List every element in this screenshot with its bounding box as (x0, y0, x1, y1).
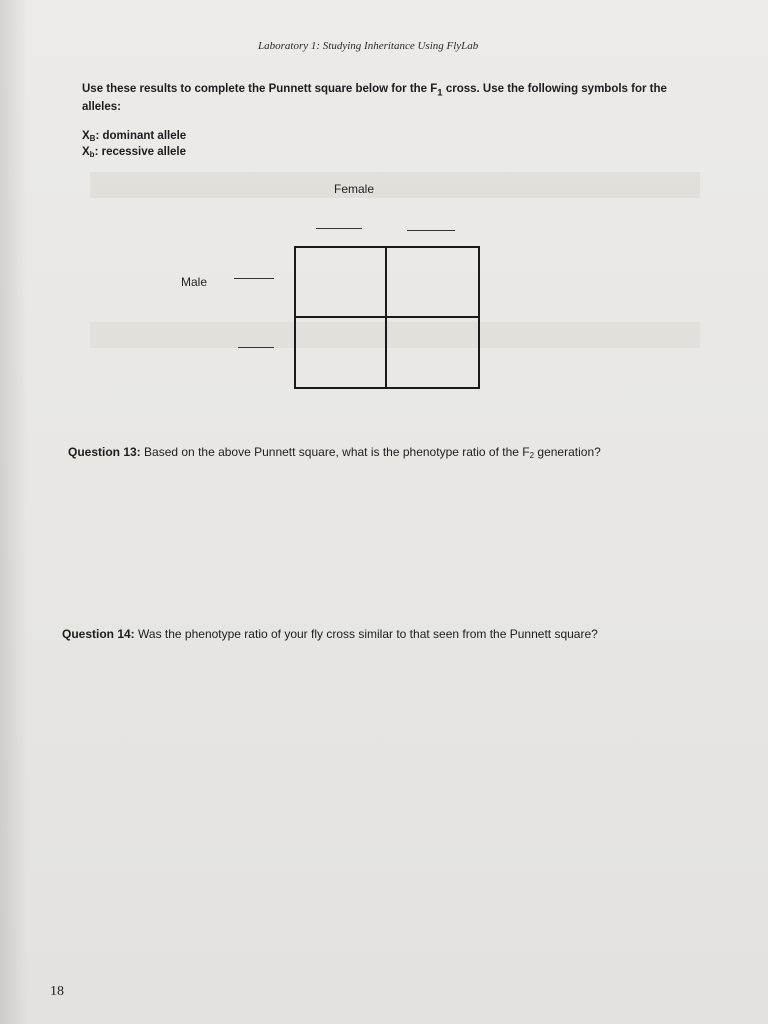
punnett-cell-bottom-right[interactable] (387, 318, 478, 388)
female-allele-blank-1[interactable] (316, 228, 362, 229)
punnett-cell-bottom-left[interactable] (296, 318, 387, 388)
male-allele-blank-1[interactable] (234, 278, 274, 279)
question-14: Question 14: Was the phenotype ratio of your fly cross similar to that seen from the Punnett square? (62, 627, 598, 641)
instructions-text: Use these results to complete the Punnett square below for the $F_1$ cross. Use the following symbols for the alleles: (82, 83, 667, 114)
page-number: 18 (50, 984, 64, 999)
punnett-cell-top-left[interactable] (296, 248, 387, 318)
recessive-allele-line: $X_b$: recessive allele (82, 146, 186, 159)
question-13: Question 13: Based on the above Punnett square, what is the phenotype ratio of the $F_2$ generation? (68, 445, 601, 460)
male-allele-blank-2[interactable] (238, 347, 274, 348)
female-label: Female (334, 182, 375, 196)
dominant-allele-line: $X_B$: dominant allele (82, 130, 187, 143)
male-label: Male (181, 275, 208, 289)
bleed-through-band (90, 172, 700, 198)
page-header: Laboratory 1: Studying Inheritance Using FlyLab (258, 40, 479, 52)
page-edge-shadow (0, 0, 28, 1024)
punnett-square (294, 246, 480, 389)
punnett-cell-top-right[interactable] (387, 248, 478, 318)
female-allele-blank-2[interactable] (407, 230, 455, 231)
